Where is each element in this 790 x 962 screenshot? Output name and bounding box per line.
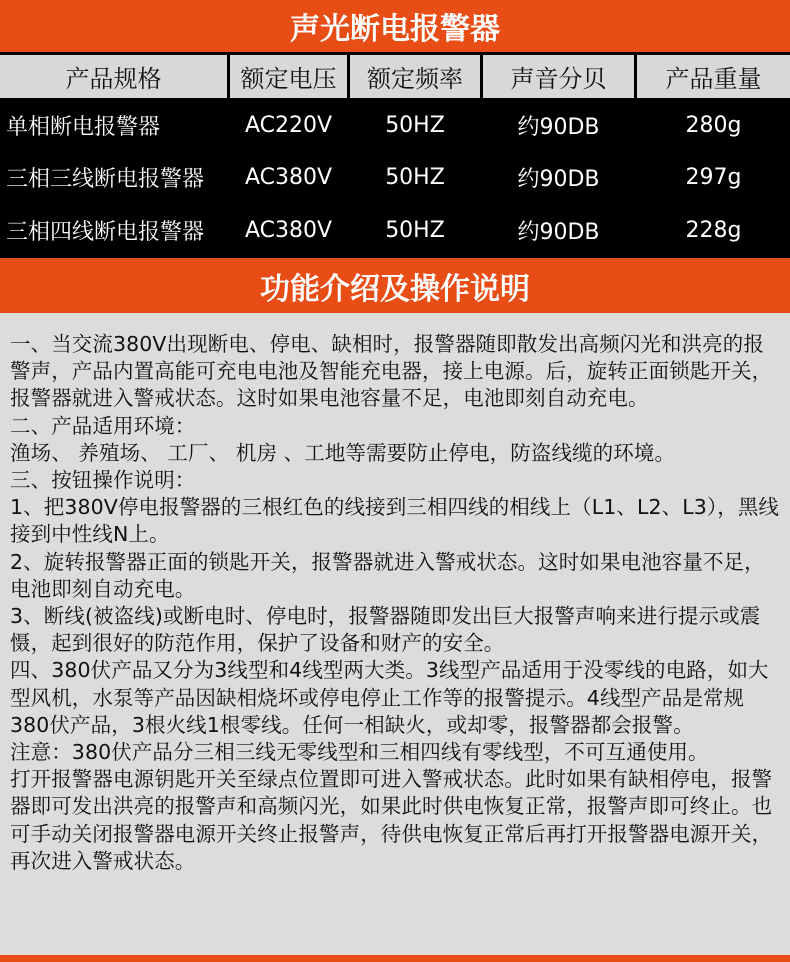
table-cell: 280g bbox=[685, 113, 742, 138]
table-cell: 50HZ bbox=[385, 113, 445, 138]
column-header: 声音分贝 bbox=[483, 55, 634, 98]
table-cell: 297g bbox=[685, 165, 742, 190]
paragraph: 渔场、 养殖场、 工厂、 机房 、工地等需要防止停电，防盗线缆的环境。 bbox=[10, 440, 676, 465]
table-cell: 约90DB bbox=[517, 219, 600, 245]
paragraph: 四、380伏产品又分为3线型和4线型两大类。3线型产品适用于没零线的电路，如大型风机，水泵等产品因缺相烧坏或停电停止工作等的报警提示。4线型产品是常规380伏产品，3根火线1根零线。任何一相缺火，或却零，报警器都会报警。 bbox=[10, 658, 769, 737]
paragraph: 二、产品适用环境： bbox=[10, 413, 196, 438]
paragraph: 打开报警器电源钥匙开关至绿点位置即可进入警戒状态。此时如果有缺相停电，报警器即可发出洪亮的报警声和高频闪光，如果此时供电恢复正常，报警声即可终止。也可手动关闭报警器电源开关终止报警声，待供电恢复正常后再打开报警器电源开关，再次进入警戒状态。 bbox=[10, 767, 773, 873]
instructions-body bbox=[0, 313, 790, 962]
paragraph: 3、断线(被盗线)或断电时、停电时，报警器随即发出巨大报警声响来进行提示或震慑，起到很好的防范作用，保护了设备和财产的安全。 bbox=[10, 604, 761, 656]
table-cell: AC380V bbox=[244, 165, 333, 190]
table-cell: 50HZ bbox=[385, 165, 445, 190]
paragraph: 一、当交流380V出现断电、停电、缺相时，报警器随即散发出高频闪光和洪亮的报警声，产品内置高能可充电电池及智能充电器，接上电源。后，旋转正面锁匙开关，报警器就进入警戒状态。这时如果电池容量不足，电池即刻自动充电。 bbox=[10, 332, 773, 411]
bottom-accent-stripe bbox=[0, 955, 790, 962]
table-cell: AC380V bbox=[244, 217, 333, 243]
paragraph: 1、把380V停电报警器的三根红色的线接到三相四线的相线上（L1、L2、L3），黑线接到中性线N上。 bbox=[10, 495, 780, 547]
column-header: 额定电压 bbox=[230, 55, 347, 98]
page-title: 声光断电报警器 bbox=[290, 12, 500, 47]
table-row bbox=[0, 205, 790, 255]
paragraph: 注意：380伏产品分三相三线无零线型和三相四线有零线型，不可互通使用。 bbox=[10, 740, 709, 765]
table-cell: 约90DB bbox=[517, 167, 600, 192]
table-cell: 三相四线断电报警器 bbox=[6, 219, 205, 245]
table-row bbox=[0, 153, 790, 202]
table-cell: 50HZ bbox=[385, 217, 445, 243]
table-header-row bbox=[0, 55, 790, 98]
column-header: 产品重量 bbox=[637, 55, 790, 98]
table-cell: 三相三线断电报警器 bbox=[6, 167, 205, 192]
section-title-banner bbox=[0, 258, 790, 313]
section-title: 功能介绍及操作说明 bbox=[260, 271, 530, 307]
page-title-banner bbox=[0, 0, 790, 52]
table-row bbox=[0, 101, 790, 150]
table-cell: 单相断电报警器 bbox=[6, 115, 161, 140]
column-header: 产品规格 bbox=[0, 55, 227, 98]
spec-table bbox=[0, 52, 790, 258]
column-header: 额定频率 bbox=[350, 55, 480, 98]
table-cell: 约90DB bbox=[517, 115, 600, 140]
paragraph: 2、旋转报警器正面的锁匙开关，报警器就进入警戒状态。这时如果电池容量不足，电池即刻自动充电。 bbox=[10, 549, 765, 601]
table-cell: 228g bbox=[685, 217, 742, 243]
paragraph: 三、按钮操作说明： bbox=[10, 468, 196, 493]
table-cell: AC220V bbox=[244, 113, 333, 138]
